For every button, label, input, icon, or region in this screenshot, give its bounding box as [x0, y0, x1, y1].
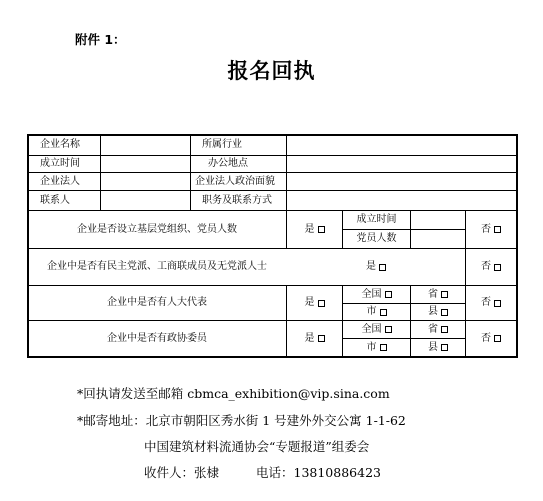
legal-rep-political-label: 企业法人政治面貌	[195, 175, 275, 187]
email-note: *回执请发送至邮箱 cbmca_exhibition@vip.sina.com	[77, 386, 390, 401]
province-label: 省	[428, 323, 438, 335]
legal-rep-political-field[interactable]	[287, 173, 516, 190]
cppcc-yes-option[interactable]	[287, 321, 342, 356]
phone-number: 电话：13810886423	[256, 465, 381, 480]
cppcc-member-question: 企业中是否有政协委员	[107, 332, 207, 344]
npc-province-option[interactable]	[411, 286, 465, 303]
party-members-field[interactable]	[411, 230, 465, 248]
party-founded-label: 成立时间	[356, 214, 397, 225]
no-label: 否	[481, 223, 491, 235]
checkbox-icon[interactable]	[494, 300, 501, 307]
cppcc-no-option[interactable]	[466, 321, 516, 356]
county-label: 县	[428, 341, 438, 353]
npc-deputy-question: 企业中是否有人大代表	[107, 297, 207, 308]
position-contact-field[interactable]	[287, 191, 516, 210]
city-label: 市	[366, 306, 377, 317]
checkbox-icon[interactable]	[318, 335, 325, 342]
checkbox-icon[interactable]	[441, 344, 448, 351]
democratic-yes-option[interactable]	[287, 249, 465, 285]
npc-county-option[interactable]	[411, 304, 465, 320]
democratic-parties-question: 企业中是否有民主党派、工商联成员及无党派人士	[47, 261, 267, 272]
checkbox-icon[interactable]	[318, 226, 325, 233]
industry-label: 所属行业	[202, 139, 242, 150]
company-name-label: 企业名称	[40, 139, 80, 150]
yes-label: 是	[366, 261, 376, 272]
table-border-right	[516, 134, 518, 358]
office-location-label: 办公地点	[208, 158, 248, 169]
contact-person-field[interactable]	[100, 191, 190, 210]
npc-no-option[interactable]	[466, 286, 516, 320]
contact-person-label: 联系人	[40, 194, 70, 206]
yes-label: 是	[304, 297, 315, 308]
checkbox-icon[interactable]	[379, 264, 386, 271]
checkbox-icon[interactable]	[385, 326, 392, 333]
checkbox-icon[interactable]	[318, 300, 325, 307]
checkbox-icon[interactable]	[441, 291, 448, 298]
county-label: 县	[428, 306, 438, 317]
party-org-yes-option[interactable]	[287, 211, 342, 248]
party-org-question: 企业是否设立基层党组织、党员人数	[77, 223, 237, 235]
checkbox-icon[interactable]	[380, 344, 387, 351]
cppcc-city-option[interactable]	[343, 339, 410, 356]
cppcc-national-option[interactable]	[343, 321, 410, 338]
npc-national-option[interactable]	[343, 286, 410, 303]
founded-date-label: 成立时间	[40, 158, 80, 169]
province-label: 省	[428, 288, 438, 300]
checkbox-icon[interactable]	[494, 264, 501, 271]
checkbox-icon[interactable]	[441, 309, 448, 316]
no-label: 否	[481, 261, 491, 272]
party-members-label: 党员人数	[356, 233, 397, 244]
organizer-name: 中国建筑材料流通协会“专题报道”组委会	[144, 439, 370, 454]
npc-city-option[interactable]	[343, 304, 410, 320]
checkbox-icon[interactable]	[441, 326, 448, 333]
cppcc-province-option[interactable]	[411, 321, 465, 338]
legal-rep-label: 企业法人	[40, 175, 80, 187]
office-location-field[interactable]	[287, 156, 516, 172]
national-label: 全国	[361, 288, 382, 300]
npc-yes-option[interactable]	[287, 286, 342, 320]
company-name-field[interactable]	[100, 135, 190, 155]
yes-label: 是	[304, 332, 315, 344]
cppcc-county-option[interactable]	[411, 339, 465, 356]
no-label: 否	[481, 332, 491, 344]
democratic-no-option[interactable]	[466, 249, 516, 285]
national-label: 全国	[361, 323, 382, 335]
checkbox-icon[interactable]	[494, 226, 501, 233]
party-org-no-option[interactable]	[466, 211, 516, 248]
industry-field[interactable]	[287, 135, 516, 155]
position-contact-label: 职务及联系方式	[202, 194, 272, 206]
address-note: *邮寄地址：北京市朝阳区秀水街 1 号建外外交公寓 1-1-62	[77, 413, 406, 428]
checkbox-icon[interactable]	[385, 291, 392, 298]
legal-rep-field[interactable]	[100, 173, 190, 190]
table-border-bottom	[27, 356, 518, 358]
checkbox-icon[interactable]	[494, 335, 501, 342]
checkbox-icon[interactable]	[380, 309, 387, 316]
city-label: 市	[366, 341, 377, 353]
attachment-label: 附件 1：	[75, 32, 126, 47]
no-label: 否	[481, 297, 491, 308]
founded-date-field[interactable]	[100, 156, 190, 172]
recipient-name: 收件人：张棣	[144, 465, 220, 480]
yes-label: 是	[304, 223, 315, 235]
party-founded-field[interactable]	[411, 211, 465, 229]
page-title: 报名回执	[227, 59, 316, 83]
